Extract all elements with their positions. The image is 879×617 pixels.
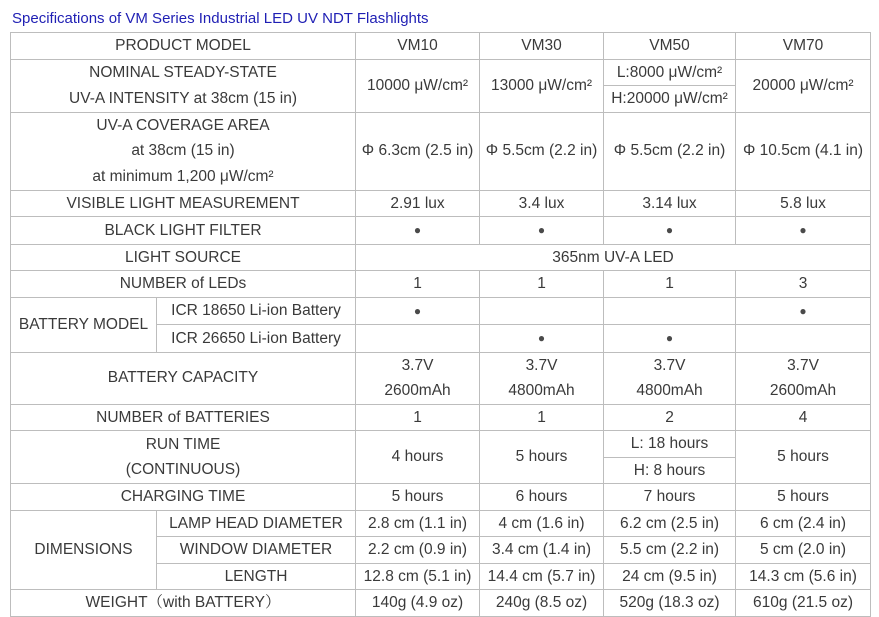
intensity-vm70: 20000 μW/cm² — [736, 59, 871, 112]
num-leds-label: NUMBER of LEDs — [11, 271, 356, 298]
filter-vm70-dot — [736, 217, 871, 245]
light-source-value: 365nm UV-A LED — [356, 244, 871, 271]
dimensions-row-lamp-head — [11, 510, 871, 537]
length-vm30: 14.4 cm (5.7 in) — [480, 563, 604, 590]
intensity-label-line2: UV-A INTENSITY at 38cm (15 in) — [69, 89, 297, 107]
model-vm70: VM70 — [736, 33, 871, 60]
battery-model-label: BATTERY MODEL — [11, 297, 157, 352]
battery-type-18650: ICR 18650 Li-ion Battery — [157, 297, 356, 325]
charging-vm50: 7 hours — [604, 484, 736, 511]
lamp-head-label: LAMP HEAD DIAMETER — [157, 510, 356, 537]
coverage-label-line3: at minimum 1,200 μW/cm² — [92, 167, 274, 185]
capacity-vm10-mah: 2600mAh — [384, 382, 451, 399]
battery-26650-vm30 — [480, 325, 604, 353]
intensity-vm50-high: H:20000 μW/cm² — [604, 86, 736, 113]
weight-vm10: 140g (4.9 oz) — [356, 590, 480, 617]
window-vm30: 3.4 cm (1.4 in) — [480, 537, 604, 564]
visible-light-vm70: 5.8 lux — [736, 190, 871, 217]
charging-time-label: CHARGING TIME — [11, 484, 356, 511]
black-light-filter-row — [11, 217, 871, 245]
visible-light-row — [11, 190, 871, 217]
capacity-vm10-voltage: 3.7V — [401, 356, 434, 374]
lamp-head-vm50: 6.2 cm (2.5 in) — [604, 510, 736, 537]
capacity-vm50-mah: 4800mAh — [636, 382, 703, 399]
filter-dot-vm30: ● — [537, 223, 546, 237]
filter-dot-vm10: ● — [413, 223, 422, 237]
capacity-vm70-voltage: 3.7V — [787, 356, 819, 374]
capacity-vm50 — [604, 352, 736, 404]
capacity-vm50-voltage: 3.7V — [653, 356, 686, 374]
coverage-vm70: Φ 10.5cm (4.1 in) — [736, 112, 871, 190]
lamp-head-vm30: 4 cm (1.6 in) — [480, 510, 604, 537]
coverage-label — [11, 112, 356, 190]
black-light-filter-label: BLACK LIGHT FILTER — [11, 217, 356, 245]
coverage-label-line2: at 38cm (15 in) — [131, 142, 235, 160]
window-vm50: 5.5 cm (2.2 in) — [604, 537, 736, 564]
coverage-label-line1: UV-A COVERAGE AREA — [96, 116, 270, 134]
coverage-vm10: Φ 6.3cm (2.5 in) — [356, 112, 480, 190]
capacity-vm70-mah: 2600mAh — [769, 382, 837, 399]
filter-dot-vm50: ● — [665, 223, 674, 237]
filter-vm30-dot — [480, 217, 604, 245]
num-batteries-label: NUMBER of BATTERIES — [11, 404, 356, 431]
intensity-vm30: 13000 μW/cm² — [480, 59, 604, 112]
length-label: LENGTH — [157, 563, 356, 590]
num-leds-vm50: 1 — [604, 271, 736, 298]
battery-18650-vm30 — [480, 297, 604, 325]
intensity-label-line1: NOMINAL STEADY-STATE — [89, 64, 277, 81]
battery-dot-18650-vm70: ● — [799, 303, 807, 318]
run-time-row — [11, 431, 871, 458]
header-row — [11, 33, 871, 60]
spec-table — [10, 32, 871, 617]
weight-vm30: 240g (8.5 oz) — [480, 590, 604, 617]
battery-26650-vm50 — [604, 325, 736, 353]
light-source-label: LIGHT SOURCE — [11, 244, 356, 271]
run-time-label-line1: RUN TIME — [145, 435, 221, 453]
dimensions-label: DIMENSIONS — [11, 510, 157, 590]
capacity-vm70 — [736, 352, 871, 404]
lamp-head-vm10: 2.8 cm (1.1 in) — [356, 510, 480, 537]
battery-dot-26650-vm30: ● — [537, 331, 546, 345]
length-vm10: 12.8 cm (5.1 in) — [356, 563, 480, 590]
battery-capacity-label: BATTERY CAPACITY — [11, 352, 356, 404]
filter-dot-vm70: ● — [799, 223, 807, 237]
battery-18650-vm50 — [604, 297, 736, 325]
charging-vm10: 5 hours — [356, 484, 480, 511]
num-leds-vm70: 3 — [736, 271, 871, 298]
num-batteries-vm70: 4 — [736, 404, 871, 431]
coverage-vm50: Φ 5.5cm (2.2 in) — [604, 112, 736, 190]
battery-26650-vm70 — [736, 325, 871, 353]
weight-label: WEIGHT（with BATTERY） — [11, 590, 356, 617]
model-vm10: VM10 — [356, 33, 480, 60]
weight-row — [11, 590, 871, 617]
run-time-vm70: 5 hours — [736, 431, 871, 484]
length-vm50: 24 cm (9.5 in) — [604, 563, 736, 590]
run-time-label-line2: (CONTINUOUS) — [125, 461, 241, 478]
run-time-vm50-low: L: 18 hours — [604, 431, 736, 458]
capacity-vm30 — [480, 352, 604, 404]
window-diameter-label: WINDOW DIAMETER — [157, 537, 356, 564]
battery-model-row-18650 — [11, 297, 871, 325]
battery-18650-vm70 — [736, 297, 871, 325]
intensity-row — [11, 59, 871, 86]
filter-vm50-dot — [604, 217, 736, 245]
window-vm10: 2.2 cm (0.9 in) — [356, 537, 480, 564]
model-vm30: VM30 — [480, 33, 604, 60]
num-leds-vm10: 1 — [356, 271, 480, 298]
battery-dot-18650-vm10: ● — [413, 303, 422, 318]
capacity-vm10 — [356, 352, 480, 404]
visible-light-label: VISIBLE LIGHT MEASUREMENT — [11, 190, 356, 217]
visible-light-vm10: 2.91 lux — [356, 190, 480, 217]
model-vm50: VM50 — [604, 33, 736, 60]
coverage-vm30: Φ 5.5cm (2.2 in) — [480, 112, 604, 190]
capacity-vm30-voltage: 3.7V — [525, 356, 558, 374]
intensity-vm10: 10000 μW/cm² — [356, 59, 480, 112]
battery-type-26650: ICR 26650 Li-ion Battery — [157, 325, 356, 353]
num-batteries-vm50: 2 — [604, 404, 736, 431]
battery-dot-26650-vm50: ● — [665, 331, 674, 345]
run-time-label — [11, 431, 356, 484]
num-batteries-vm30: 1 — [480, 404, 604, 431]
charging-vm70: 5 hours — [736, 484, 871, 511]
weight-vm70: 610g (21.5 oz) — [736, 590, 871, 617]
num-batteries-row — [11, 404, 871, 431]
intensity-vm50-low: L:8000 μW/cm² — [604, 59, 736, 86]
capacity-vm30-mah: 4800mAh — [508, 382, 575, 399]
battery-26650-vm10 — [356, 325, 480, 353]
intensity-label — [11, 59, 356, 112]
light-source-row — [11, 244, 871, 271]
num-leds-row — [11, 271, 871, 298]
visible-light-vm50: 3.14 lux — [604, 190, 736, 217]
battery-capacity-row — [11, 352, 871, 404]
run-time-vm30: 5 hours — [480, 431, 604, 484]
num-batteries-vm10: 1 — [356, 404, 480, 431]
window-vm70: 5 cm (2.0 in) — [736, 537, 871, 564]
num-leds-vm30: 1 — [480, 271, 604, 298]
charging-time-row — [11, 484, 871, 511]
run-time-vm50-high: H: 8 hours — [604, 457, 736, 484]
run-time-vm10: 4 hours — [356, 431, 480, 484]
weight-vm50: 520g (18.3 oz) — [604, 590, 736, 617]
visible-light-vm30: 3.4 lux — [480, 190, 604, 217]
filter-vm10-dot — [356, 217, 480, 245]
coverage-row — [11, 112, 871, 190]
length-vm70: 14.3 cm (5.6 in) — [736, 563, 871, 590]
lamp-head-vm70: 6 cm (2.4 in) — [736, 510, 871, 537]
charging-vm30: 6 hours — [480, 484, 604, 511]
battery-18650-vm10 — [356, 297, 480, 325]
page-title: Specifications of VM Series Industrial LED UV NDT Flashlights — [12, 10, 429, 27]
header-label: PRODUCT MODEL — [11, 33, 356, 60]
